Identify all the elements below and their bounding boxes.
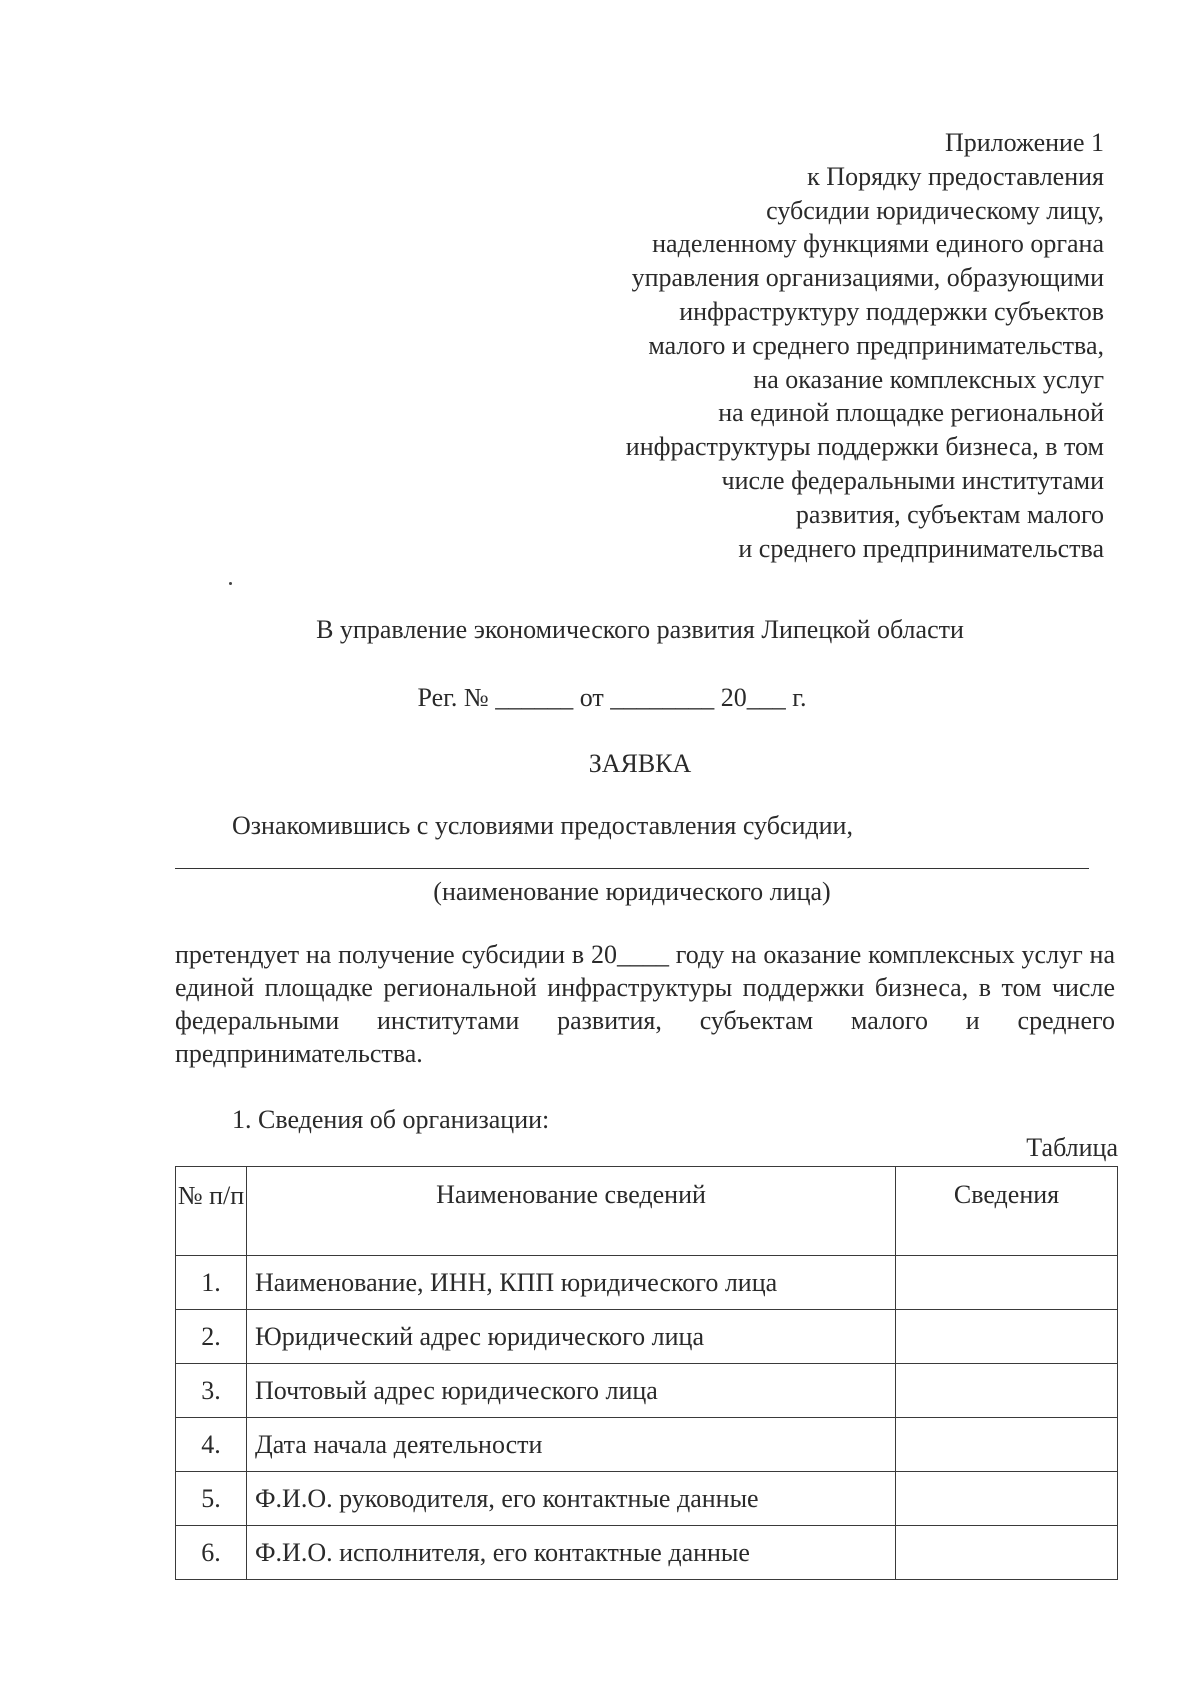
- appendix-line: наделенному функциями единого органа: [652, 229, 1104, 259]
- row-name: Юридический адрес юридического лица: [247, 1310, 896, 1364]
- row-num: 5.: [176, 1472, 247, 1526]
- appendix-line: к Порядку предоставления: [807, 161, 1104, 191]
- appendix-line: на оказание комплексных услуг: [753, 364, 1104, 394]
- table-row: [176, 1472, 1118, 1526]
- row-value: [896, 1364, 1118, 1418]
- appendix-line: на единой площадке региональной: [718, 398, 1104, 428]
- row-num: 3.: [176, 1364, 247, 1418]
- appendix-line: малого и среднего предпринимательства,: [648, 330, 1104, 360]
- header-value: Сведения: [896, 1167, 1118, 1256]
- intro-text: Ознакомившись с условиями предоставления субсидии,: [232, 811, 853, 840]
- legal-entity-name-caption: (наименование юридического лица): [433, 877, 831, 906]
- section-title: 1. Сведения об организации:: [232, 1105, 550, 1134]
- row-value: [896, 1526, 1118, 1580]
- appendix-line: субсидии юридическому лицу,: [766, 195, 1104, 225]
- appendix-line: Приложение 1: [944, 128, 1104, 157]
- organization-info-table: [175, 1166, 1118, 1580]
- header-name: Наименование сведений: [247, 1167, 896, 1256]
- table-row: [176, 1256, 1118, 1310]
- row-num: 1.: [176, 1256, 247, 1310]
- appendix-line: числе федеральными институтами: [721, 465, 1104, 495]
- appendix-line: инфраструктуры поддержки бизнеса, в том: [625, 432, 1104, 462]
- row-name: Дата начала деятельности: [247, 1418, 896, 1472]
- appendix-line: и среднего предпринимательства: [738, 533, 1104, 563]
- appendix-line: развития, субъектам малого: [795, 499, 1104, 529]
- header-num: № п/п: [176, 1167, 247, 1256]
- scan-speck: [229, 582, 232, 585]
- row-value: [896, 1418, 1118, 1472]
- row-value: [896, 1256, 1118, 1310]
- row-num: 2.: [176, 1310, 247, 1364]
- table-header-row: [176, 1167, 1118, 1256]
- appendix-line: инфраструктуру поддержки субъектов: [679, 296, 1104, 326]
- table-label: Таблица: [1026, 1133, 1118, 1162]
- appendix-line: управления организациями, образующими: [631, 263, 1104, 293]
- row-name: Почтовый адрес юридического лица: [247, 1364, 896, 1418]
- table-row: [176, 1310, 1118, 1364]
- registration-line: Рег. № ______ от ________ 20___ г.: [417, 683, 807, 712]
- application-paragraph: претендует на получение субсидии в 20____ году на оказание комплексных услуг на единой площадке региональной инфраструктуры поддержки бизнеса, в том числе федеральными институтами развития, субъектам малого и среднего предпринимательства.: [175, 940, 1115, 1068]
- document-title: ЗАЯВКА: [588, 749, 692, 778]
- table-row: [176, 1526, 1118, 1580]
- addressee: В управление экономического развития Липецкой области: [316, 615, 964, 644]
- table-row: [176, 1364, 1118, 1418]
- row-name: Наименование, ИНН, КПП юридического лица: [247, 1256, 896, 1310]
- row-num: 4.: [176, 1418, 247, 1472]
- row-value: [896, 1472, 1118, 1526]
- table-row: [176, 1418, 1118, 1472]
- row-num: 6.: [176, 1526, 247, 1580]
- row-name: Ф.И.О. исполнителя, его контактные данные: [247, 1526, 896, 1580]
- legal-entity-name-blank: [175, 868, 1089, 869]
- row-name: Ф.И.О. руководителя, его контактные данные: [247, 1472, 896, 1526]
- row-value: [896, 1310, 1118, 1364]
- appendix-header: [544, 126, 1104, 565]
